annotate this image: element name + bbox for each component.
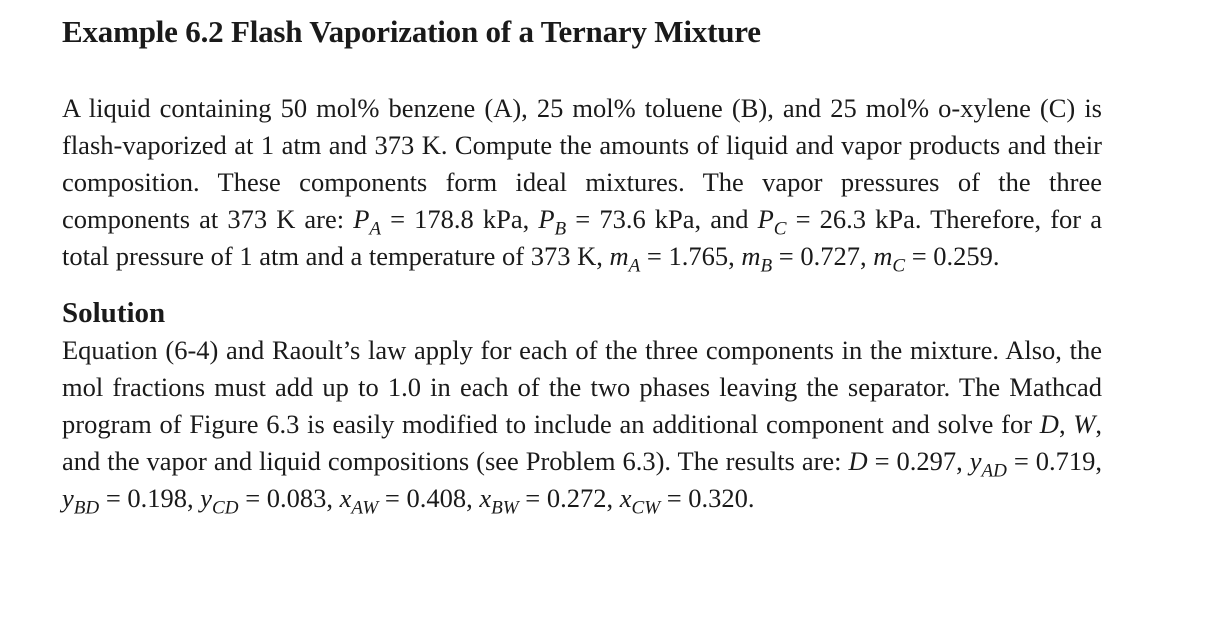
pressure-b-subscript: B bbox=[554, 218, 567, 240]
x-bw-subscript: BW bbox=[491, 497, 519, 519]
document-page bbox=[62, 12, 1102, 517]
y-cd-subscript: CD bbox=[212, 497, 239, 519]
pressure-c-subscript: C bbox=[773, 218, 787, 240]
solution-text-3: , and the vapor and liquid compositions (see Problem 6.3). The results are: bbox=[62, 409, 1102, 476]
problem-text-6: = 0.727, bbox=[772, 241, 874, 271]
m-a-symbol: m bbox=[609, 241, 629, 271]
solution-text-10: = 0.320. bbox=[660, 483, 755, 513]
y-ad-symbol: y bbox=[969, 446, 982, 476]
problem-text-2: = 178.8 kPa, bbox=[381, 204, 539, 234]
pressure-b-symbol: P bbox=[538, 204, 555, 234]
problem-statement bbox=[62, 90, 1102, 275]
m-b-symbol: m bbox=[741, 241, 761, 271]
solution-text-1: Equation (6-4) and Raoult’s law apply for each of the three components in the mixture. Also, the mol fractions must add up to 1.0 in each of the two phases leaving the separator. The Mathcad program of Figure 6.3 is easily modified to include an additional component and solve for bbox=[62, 335, 1102, 439]
problem-text-1: A liquid containing 50 mol% benzene (A), 25 mol% toluene (B), and 25 mol% o-xylene (C) is flash-vaporized at 1 atm and 373 K. Compute the amounts of liquid and vapor products and their composition. These components form ideal mixtures. The vapor pressures of the three components at 373 K are: bbox=[62, 93, 1102, 234]
x-aw-symbol: x bbox=[339, 483, 352, 513]
solution-text bbox=[62, 332, 1102, 517]
w-symbol: W bbox=[1073, 409, 1096, 439]
problem-text-4: = 26.3 kPa. Therefore, for a total pressure of 1 atm and a temperature of 373 K, bbox=[62, 204, 1102, 271]
x-aw-subscript: AW bbox=[351, 497, 379, 519]
problem-text-5: = 1.765, bbox=[640, 241, 742, 271]
solution-text-6: = 0.198, bbox=[99, 483, 201, 513]
problem-text-7: = 0.259. bbox=[905, 241, 1000, 271]
y-bd-symbol: y bbox=[62, 483, 74, 513]
d-symbol: D bbox=[1039, 409, 1059, 439]
m-a-subscript: A bbox=[628, 255, 641, 277]
solution-text-7: = 0.083, bbox=[238, 483, 340, 513]
solution-text-4: = 0.297, bbox=[867, 446, 970, 476]
y-ad-subscript: AD bbox=[981, 460, 1007, 482]
m-c-symbol: m bbox=[873, 241, 893, 271]
x-bw-symbol: x bbox=[479, 483, 492, 513]
x-cw-subscript: CW bbox=[631, 497, 661, 519]
pressure-a-symbol: P bbox=[353, 204, 370, 234]
m-c-subscript: C bbox=[892, 255, 906, 277]
y-cd-symbol: y bbox=[200, 483, 213, 513]
solution-heading: Solution bbox=[62, 297, 166, 329]
solution-text-9: = 0.272, bbox=[518, 483, 620, 513]
y-bd-subscript: BD bbox=[73, 497, 100, 519]
m-b-subscript: B bbox=[760, 255, 773, 277]
solution-text-2: , bbox=[1058, 409, 1074, 439]
solution-text-8: = 0.408, bbox=[378, 483, 480, 513]
d-result-symbol: D bbox=[848, 446, 868, 476]
example-title: Example 6.2 Flash Vaporization of a Ternary Mixture bbox=[62, 14, 761, 49]
pressure-a-subscript: A bbox=[369, 218, 382, 240]
problem-text-3: = 73.6 kPa, and bbox=[566, 204, 758, 234]
pressure-c-symbol: P bbox=[757, 204, 774, 234]
solution-text-5: = 0.719, bbox=[1006, 446, 1102, 476]
x-cw-symbol: x bbox=[619, 483, 632, 513]
